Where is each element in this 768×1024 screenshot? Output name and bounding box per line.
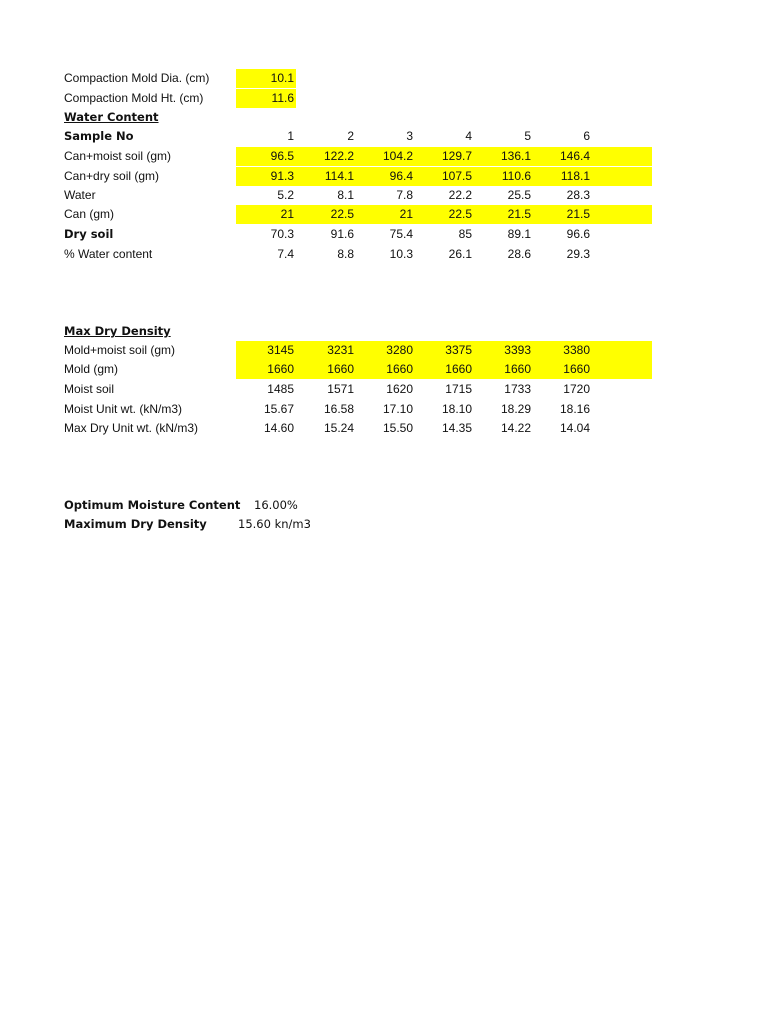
water-cell: 5.2	[277, 188, 294, 202]
mdd-value: 15.60 kn/m3	[238, 517, 311, 531]
water-cell: 28.3	[566, 188, 590, 202]
can-dry-cell: 110.6	[501, 169, 531, 183]
max-dry-unit-cell: 14.04	[559, 421, 590, 435]
omc-value: 16.00%	[254, 498, 298, 512]
dry-soil-cell: 85	[458, 227, 472, 241]
mold-ht-value: 11.6	[271, 91, 294, 105]
dry-soil-cell: 89.1	[507, 227, 531, 241]
can-dry-cell: 91.3	[270, 169, 294, 183]
mold-ht-row	[0, 89, 768, 108]
max-dry-unit-cell: 14.22	[500, 421, 531, 435]
dry-soil-label: Dry soil	[64, 227, 114, 241]
max-dry-unit-label: Max Dry Unit wt. (kN/m3)	[64, 421, 199, 435]
dry-soil-row	[0, 225, 768, 244]
mold-dia-value: 10.1	[270, 71, 294, 85]
mold-ht-label: Compaction Mold Ht. (cm)	[64, 91, 204, 105]
mold-cell: 1660	[386, 362, 413, 376]
max-dry-density-heading-row	[0, 322, 768, 341]
pct-water-row	[0, 245, 768, 264]
moist-soil-cell: 1733	[504, 382, 531, 396]
can-dry-cell: 96.4	[389, 169, 413, 183]
moist-soil-cell: 1715	[445, 382, 472, 396]
pct-water-label: % Water content	[64, 247, 153, 261]
can-cell: 21.5	[507, 207, 531, 221]
sample-no-label: Sample No	[64, 129, 134, 143]
mdd-row	[0, 515, 768, 534]
pct-water-cell: 29.3	[566, 247, 590, 261]
omc-row	[0, 496, 768, 515]
max-dry-density-heading: Max Dry Density	[64, 324, 171, 338]
mdd-label: Maximum Dry Density	[64, 517, 207, 531]
mold-moist-cell: 3280	[386, 343, 413, 357]
can-moist-cell: 146.4	[559, 149, 590, 163]
water-label: Water	[64, 188, 96, 202]
can-row	[0, 205, 768, 224]
mold-dia-row	[0, 69, 768, 88]
can-cell: 21.5	[566, 207, 590, 221]
mold-moist-cell: 3393	[504, 343, 531, 357]
max-dry-unit-cell: 15.24	[323, 421, 354, 435]
dry-soil-cell: 96.6	[566, 227, 590, 241]
pct-water-cell: 10.3	[389, 247, 413, 261]
water-cell: 8.1	[337, 188, 354, 202]
dry-soil-cell: 70.3	[270, 227, 294, 241]
sample-no-cell: 2	[347, 129, 354, 143]
moist-unit-cell: 18.16	[559, 402, 590, 416]
can-moist-cell: 129.7	[441, 149, 472, 163]
can-dry-cell: 114.1	[324, 169, 354, 183]
moist-unit-cell: 16.58	[323, 402, 354, 416]
can-moist-cell: 122.2	[323, 149, 354, 163]
can-moist-cell: 104.2	[382, 149, 413, 163]
max-dry-unit-cell: 14.60	[263, 421, 294, 435]
can-dry-row	[0, 167, 768, 186]
moist-soil-cell: 1485	[267, 382, 294, 396]
mold-moist-row	[0, 341, 768, 360]
mold-cell: 1660	[267, 362, 294, 376]
moist-soil-cell: 1571	[327, 382, 354, 396]
water-cell: 7.8	[396, 188, 413, 202]
mold-cell: 1660	[504, 362, 531, 376]
mold-moist-cell: 3380	[563, 343, 590, 357]
max-dry-unit-cell: 14.35	[441, 421, 472, 435]
omc-label: Optimum Moisture Content	[64, 498, 241, 512]
can-moist-label: Can+moist soil (gm)	[64, 149, 172, 163]
pct-water-cell: 26.1	[448, 247, 472, 261]
moist-unit-cell: 17.10	[382, 402, 413, 416]
can-cell: 21	[280, 207, 294, 221]
moist-soil-row	[0, 380, 768, 399]
water-content-heading: Water Content	[64, 110, 159, 124]
sample-no-row	[0, 127, 768, 146]
moist-unit-cell: 18.29	[500, 402, 531, 416]
can-moist-cell: 96.5	[270, 149, 294, 163]
sample-no-cell: 4	[465, 129, 472, 143]
mold-cell: 1660	[563, 362, 590, 376]
sample-no-cell: 1	[287, 129, 294, 143]
mold-moist-cell: 3375	[445, 343, 472, 357]
max-dry-unit-row	[0, 419, 768, 438]
mold-moist-cell: 3145	[267, 343, 294, 357]
moist-soil-cell: 1620	[386, 382, 413, 396]
pct-water-cell: 28.6	[507, 247, 531, 261]
moist-unit-cell: 18.10	[441, 402, 472, 416]
mold-cell: 1660	[445, 362, 472, 376]
sample-no-cell: 5	[524, 129, 531, 143]
can-cell: 22.5	[448, 207, 472, 221]
water-row	[0, 186, 768, 205]
can-cell: 22.5	[330, 207, 354, 221]
can-dry-cell: 118.1	[560, 169, 590, 183]
can-cell: 21	[399, 207, 413, 221]
dry-soil-cell: 75.4	[389, 227, 413, 241]
moist-soil-cell: 1720	[563, 382, 590, 396]
can-moist-row	[0, 147, 768, 166]
water-content-heading-row	[0, 108, 768, 127]
pct-water-cell: 8.8	[337, 247, 354, 261]
moist-unit-row	[0, 400, 768, 419]
mold-dia-label: Compaction Mold Dia. (cm)	[64, 71, 210, 85]
moist-soil-label: Moist soil	[64, 382, 115, 396]
pct-water-cell: 7.4	[277, 247, 294, 261]
sample-no-cell: 6	[583, 129, 590, 143]
can-dry-cell: 107.5	[441, 169, 472, 183]
can-dry-label: Can+dry soil (gm)	[64, 169, 160, 183]
can-label: Can (gm)	[64, 207, 115, 221]
mold-moist-cell: 3231	[327, 343, 354, 357]
mold-row	[0, 360, 768, 379]
can-moist-cell: 136.1	[500, 149, 531, 163]
water-cell: 22.2	[448, 188, 472, 202]
moist-unit-label: Moist Unit wt. (kN/m3)	[64, 402, 183, 416]
sample-no-cell: 3	[406, 129, 413, 143]
max-dry-unit-cell: 15.50	[382, 421, 413, 435]
mold-cell: 1660	[327, 362, 354, 376]
water-cell: 25.5	[507, 188, 531, 202]
moist-unit-cell: 15.67	[263, 402, 294, 416]
mold-label: Mold (gm)	[64, 362, 119, 376]
mold-moist-label: Mold+moist soil (gm)	[64, 343, 176, 357]
dry-soil-cell: 91.6	[330, 227, 354, 241]
